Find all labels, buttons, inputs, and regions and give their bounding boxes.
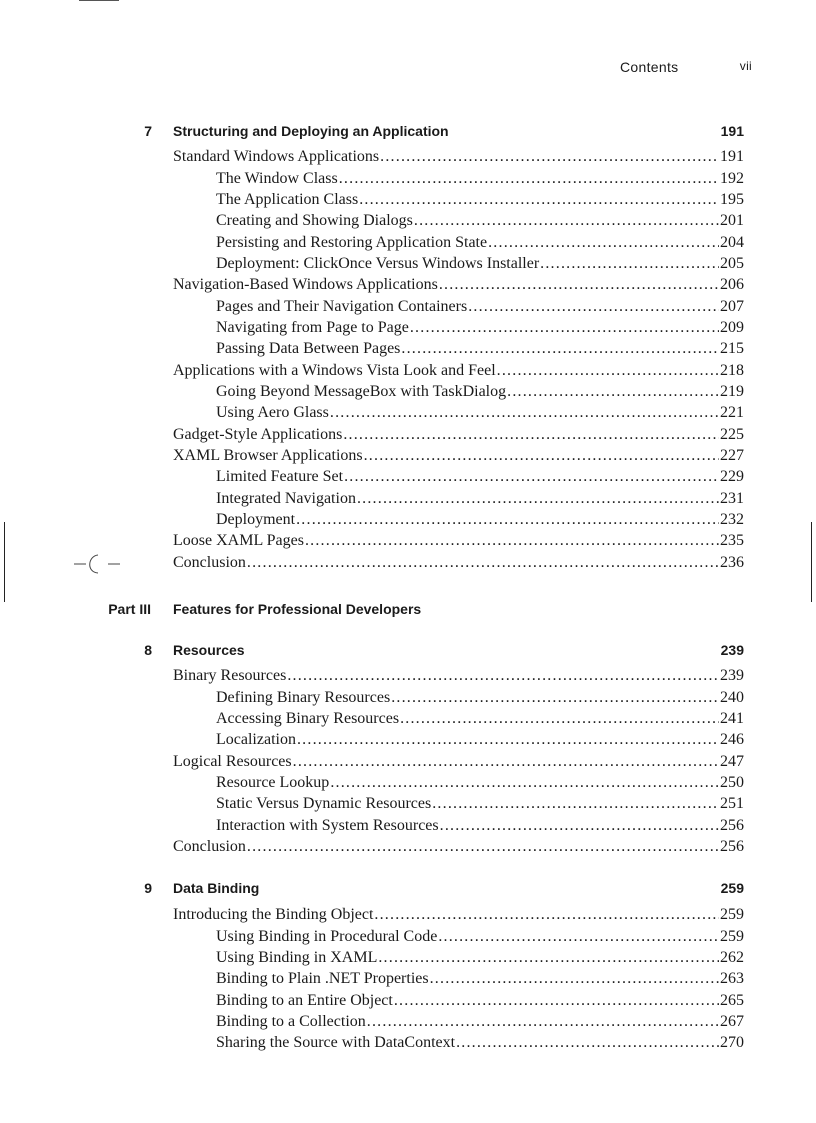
leader-dots bbox=[540, 253, 719, 274]
toc-entry-page: 201 bbox=[720, 212, 744, 229]
toc-entry-page: 256 bbox=[720, 838, 744, 855]
leader-dots bbox=[380, 146, 719, 167]
toc-entry[interactable] bbox=[173, 146, 744, 167]
leader-dots bbox=[430, 968, 719, 989]
leader-dots bbox=[378, 947, 719, 968]
toc-entry-title: Navigation-Based Windows Applications bbox=[173, 276, 438, 293]
toc-entry-title: Conclusion bbox=[173, 554, 246, 571]
toc-entry[interactable] bbox=[216, 168, 744, 189]
leader-dots bbox=[330, 772, 719, 793]
toc-entry[interactable] bbox=[216, 947, 744, 968]
toc-entry-page: 250 bbox=[720, 774, 744, 791]
toc-entry-page: 207 bbox=[720, 298, 744, 315]
toc-entry-title: Conclusion bbox=[173, 838, 246, 855]
toc-entry-page: 239 bbox=[720, 667, 744, 684]
toc-entry[interactable] bbox=[216, 189, 744, 210]
leader-dots bbox=[497, 360, 719, 381]
leader-dots bbox=[357, 488, 719, 509]
margin-rule-left bbox=[4, 522, 5, 602]
toc-entry-page: 259 bbox=[720, 928, 744, 945]
toc-entry[interactable] bbox=[216, 1032, 744, 1053]
toc-entry[interactable] bbox=[173, 424, 744, 445]
toc-entry-title: The Application Class bbox=[216, 191, 359, 208]
leader-dots bbox=[296, 509, 719, 530]
toc-entry[interactable] bbox=[216, 296, 744, 317]
crop-mark-top bbox=[79, 0, 119, 1]
toc-entry-title: Binding to a Collection bbox=[216, 1013, 366, 1030]
toc-entry[interactable] bbox=[173, 530, 744, 551]
leader-dots bbox=[391, 687, 719, 708]
leader-dots bbox=[439, 274, 719, 295]
toc-entry-page: 191 bbox=[720, 148, 744, 165]
toc-entry-page: 231 bbox=[720, 490, 744, 507]
toc-entry[interactable] bbox=[216, 253, 744, 274]
toc-entry-title: Navigating from Page to Page bbox=[216, 319, 409, 336]
toc-entry-page: 225 bbox=[720, 426, 744, 443]
part-label: Part III bbox=[108, 601, 151, 617]
toc-entry-title: Introducing the Binding Object bbox=[173, 906, 374, 923]
toc-entry[interactable] bbox=[216, 210, 744, 231]
toc-entry-page: 246 bbox=[720, 731, 744, 748]
leader-dots bbox=[287, 665, 719, 686]
toc-entry[interactable] bbox=[216, 772, 744, 793]
toc-entry[interactable] bbox=[216, 1011, 744, 1032]
toc-entry-page: 206 bbox=[720, 276, 744, 293]
chapter-number: 8 bbox=[144, 642, 152, 658]
toc-entry[interactable] bbox=[216, 708, 744, 729]
toc-entry[interactable] bbox=[173, 836, 744, 857]
chapter-title: Structuring and Deploying an Application bbox=[173, 123, 449, 139]
leader-dots bbox=[401, 338, 719, 359]
toc-entry[interactable] bbox=[216, 488, 744, 509]
toc-entry-title: Using Binding in Procedural Code bbox=[216, 928, 438, 945]
toc-entry[interactable] bbox=[216, 990, 744, 1011]
chapter-number: 9 bbox=[144, 880, 152, 896]
toc-entry-page: 195 bbox=[720, 191, 744, 208]
leader-dots bbox=[247, 552, 719, 573]
toc-entry-title: Integrated Navigation bbox=[216, 490, 356, 507]
toc-entry-page: 267 bbox=[720, 1013, 744, 1030]
toc-entry[interactable] bbox=[216, 968, 744, 989]
leader-dots bbox=[297, 729, 719, 750]
toc-entry[interactable] bbox=[216, 729, 744, 750]
leader-dots bbox=[410, 317, 719, 338]
leader-dots bbox=[343, 424, 719, 445]
toc-entry-title: XAML Browser Applications bbox=[173, 447, 363, 464]
page-folio: vii bbox=[739, 59, 752, 73]
toc-entry[interactable] bbox=[216, 338, 744, 359]
toc-entry-page: 227 bbox=[720, 447, 744, 464]
toc-entry-title: Limited Feature Set bbox=[216, 468, 344, 485]
toc-entry-page: 256 bbox=[720, 817, 744, 834]
toc-entry-title: Pages and Their Navigation Containers bbox=[216, 298, 468, 315]
toc-entry-title: Resource Lookup bbox=[216, 774, 330, 791]
running-head bbox=[560, 59, 752, 77]
leader-dots bbox=[456, 1032, 719, 1053]
leader-dots bbox=[330, 402, 719, 423]
leader-dots bbox=[438, 926, 719, 947]
toc-entry-title: Deployment bbox=[216, 511, 296, 528]
toc-entry[interactable] bbox=[173, 445, 744, 466]
toc-entry-title: Gadget-Style Applications bbox=[173, 426, 343, 443]
toc-entry-page: 229 bbox=[720, 468, 744, 485]
toc-entry-title: Defining Binary Resources bbox=[216, 689, 391, 706]
leader-dots bbox=[400, 708, 719, 729]
chapter-page: 191 bbox=[720, 123, 744, 139]
toc-entry-page: 205 bbox=[720, 255, 744, 272]
leader-dots bbox=[468, 296, 719, 317]
toc-entry-title: Deployment: ClickOnce Versus Windows Installer bbox=[216, 255, 540, 272]
running-head-title: Contents bbox=[620, 59, 679, 75]
toc-entry-page: 259 bbox=[720, 906, 744, 923]
toc-entry[interactable] bbox=[173, 751, 744, 772]
toc-entry-title: Accessing Binary Resources bbox=[216, 710, 400, 727]
toc-entry-page: 192 bbox=[720, 170, 744, 187]
toc-entry-page: 236 bbox=[720, 554, 744, 571]
toc-entry-title: Interaction with System Resources bbox=[216, 817, 439, 834]
toc-entry-title: Passing Data Between Pages bbox=[216, 340, 401, 357]
toc-entry[interactable] bbox=[216, 509, 744, 530]
toc-entry-title: Persisting and Restoring Application State bbox=[216, 234, 488, 251]
toc-entry-title: Using Binding in XAML bbox=[216, 949, 378, 966]
toc-entry-title: The Window Class bbox=[216, 170, 338, 187]
toc-entry-title: Sharing the Source with DataContext bbox=[216, 1034, 456, 1051]
toc-entry-page: 209 bbox=[720, 319, 744, 336]
toc-entry-title: Going Beyond MessageBox with TaskDialog bbox=[216, 383, 507, 400]
leader-dots bbox=[367, 1011, 719, 1032]
toc-entry-title: Loose XAML Pages bbox=[173, 532, 304, 549]
toc-entry-page: 204 bbox=[720, 234, 744, 251]
toc-entry[interactable] bbox=[173, 665, 744, 686]
toc-entry-page: 263 bbox=[720, 970, 744, 987]
toc-entry-title: Creating and Showing Dialogs bbox=[216, 212, 413, 229]
leader-dots bbox=[432, 793, 719, 814]
toc-entry[interactable] bbox=[173, 552, 744, 573]
toc-entry-page: 251 bbox=[720, 795, 744, 812]
toc-entry-title: Standard Windows Applications bbox=[173, 148, 380, 165]
leader-dots bbox=[359, 189, 719, 210]
toc-entry-title: Binary Resources bbox=[173, 667, 287, 684]
toc-entry[interactable] bbox=[216, 926, 744, 947]
toc-entry-title: Applications with a Windows Vista Look and Feel bbox=[173, 362, 496, 379]
toc-entry[interactable] bbox=[173, 904, 744, 925]
toc-entry[interactable] bbox=[173, 274, 744, 295]
toc-entry-title: Localization bbox=[216, 731, 296, 748]
toc-entry-page: 270 bbox=[720, 1034, 744, 1051]
chapter-title: Data Binding bbox=[173, 880, 260, 896]
chapter-title: Resources bbox=[173, 642, 245, 658]
chapter-number: 7 bbox=[144, 123, 152, 139]
part-title: Features for Professional Developers bbox=[173, 601, 422, 617]
leader-dots bbox=[364, 445, 719, 466]
toc-entry-page: 265 bbox=[720, 992, 744, 1009]
toc-entry-page: 219 bbox=[720, 383, 744, 400]
toc-entry-page: 240 bbox=[720, 689, 744, 706]
toc-entry-page: 262 bbox=[720, 949, 744, 966]
toc-entry[interactable] bbox=[216, 232, 744, 253]
toc-entry[interactable] bbox=[216, 402, 744, 423]
toc-entry[interactable] bbox=[216, 466, 744, 487]
chapter-page: 259 bbox=[720, 880, 744, 896]
leader-dots bbox=[344, 466, 719, 487]
toc-entry[interactable] bbox=[216, 793, 744, 814]
leader-dots bbox=[507, 381, 719, 402]
toc-entry-page: 232 bbox=[720, 511, 744, 528]
toc-entry[interactable] bbox=[216, 317, 744, 338]
leader-dots bbox=[305, 530, 719, 551]
leader-dots bbox=[339, 168, 719, 189]
toc-entry[interactable] bbox=[173, 360, 744, 381]
leader-dots bbox=[247, 836, 719, 857]
leader-dots bbox=[374, 904, 719, 925]
leader-dots bbox=[440, 815, 719, 836]
toc-entry-title: Logical Resources bbox=[173, 753, 292, 770]
toc-entry-title: Binding to Plain .NET Properties bbox=[216, 970, 429, 987]
leader-dots bbox=[394, 990, 719, 1011]
leader-dots bbox=[293, 751, 719, 772]
leader-dots bbox=[488, 232, 719, 253]
toc-entry-page: 215 bbox=[720, 340, 744, 357]
toc-entry-title: Using Aero Glass bbox=[216, 404, 329, 421]
toc-entry-page: 235 bbox=[720, 532, 744, 549]
toc-entry-page: 221 bbox=[720, 404, 744, 421]
toc-entry-page: 247 bbox=[720, 753, 744, 770]
toc-entry-title: Binding to an Entire Object bbox=[216, 992, 393, 1009]
toc-entry-page: 218 bbox=[720, 362, 744, 379]
toc-entry[interactable] bbox=[216, 815, 744, 836]
toc-entry-title: Static Versus Dynamic Resources bbox=[216, 795, 432, 812]
toc-entry[interactable] bbox=[216, 381, 744, 402]
chapter-page: 239 bbox=[720, 642, 744, 658]
margin-rule-right bbox=[811, 522, 812, 602]
leader-dots bbox=[414, 210, 719, 231]
toc-entry[interactable] bbox=[216, 687, 744, 708]
registration-mark-icon bbox=[74, 552, 122, 576]
toc-entry-page: 241 bbox=[720, 710, 744, 727]
